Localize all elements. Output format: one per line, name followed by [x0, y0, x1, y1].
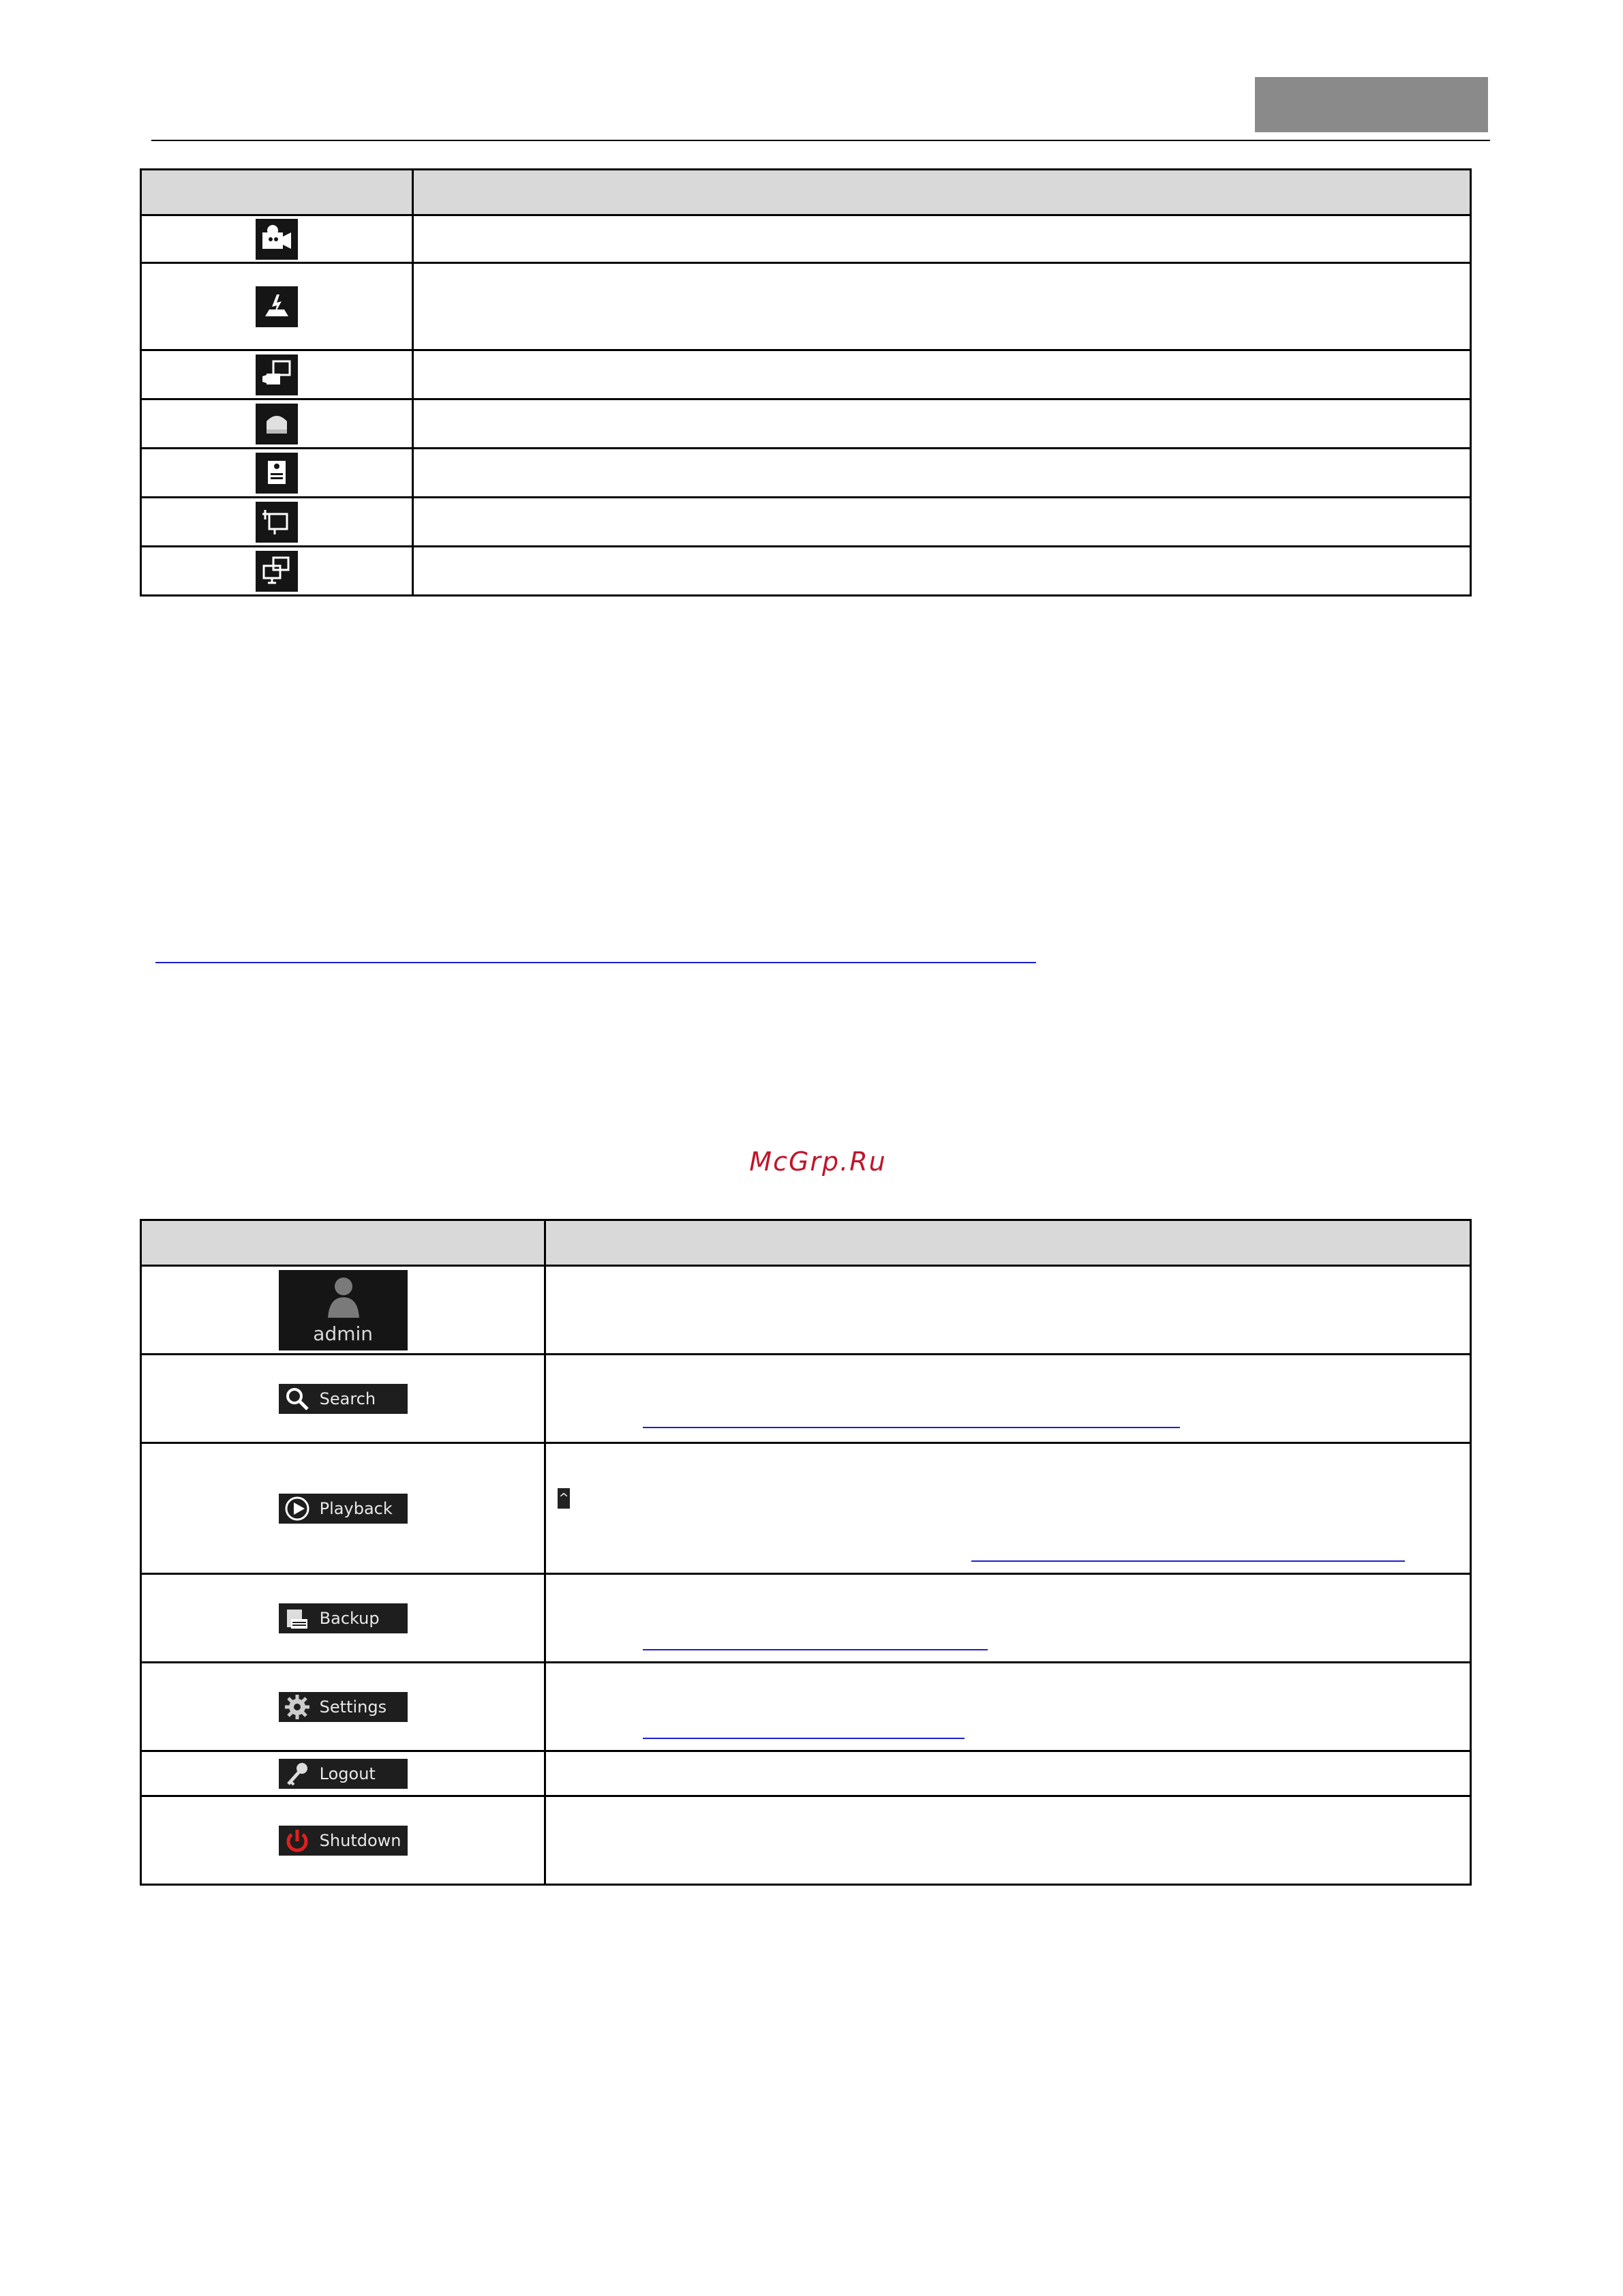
backup-section-link[interactable]	[643, 1649, 988, 1650]
table-row	[141, 498, 1471, 547]
icon-cell	[141, 350, 413, 399]
icon-cell	[141, 215, 413, 263]
icon-cell	[141, 1574, 545, 1663]
header-cell-description	[413, 170, 1471, 215]
description-cell	[545, 1751, 1471, 1796]
header-rule	[151, 140, 1490, 141]
icon-cell	[141, 449, 413, 498]
icon-cell	[141, 1796, 545, 1885]
search-button-label: Search	[319, 1389, 376, 1408]
description-cell	[413, 350, 1471, 399]
description-cell	[413, 399, 1471, 449]
description-cell	[413, 449, 1471, 498]
table-row	[141, 1266, 1471, 1355]
search-button[interactable]	[279, 1384, 408, 1414]
table-row	[141, 1796, 1471, 1885]
backup-button[interactable]	[279, 1603, 408, 1633]
logout-button-label: Logout	[319, 1764, 376, 1783]
description-cell	[413, 547, 1471, 596]
table-row	[141, 547, 1471, 596]
caret-marker: ^	[558, 1488, 570, 1509]
header-cell-icon	[141, 170, 413, 215]
hdd-error-icon	[256, 453, 298, 494]
alarm-input-icon	[256, 286, 298, 327]
table-row	[141, 399, 1471, 449]
alarm-camera-icon	[256, 219, 298, 260]
icon-cell	[141, 399, 413, 449]
backup-button-label: Backup	[319, 1608, 380, 1628]
description-cell	[413, 263, 1471, 350]
table-row	[141, 215, 1471, 263]
settings-button-label: Settings	[319, 1697, 387, 1717]
icon-cell	[141, 1663, 545, 1751]
icon-cell	[141, 547, 413, 596]
user-avatar-icon	[327, 1275, 361, 1319]
logout-button[interactable]	[279, 1759, 408, 1789]
playback-section-link[interactable]	[971, 1560, 1405, 1562]
cross-reference-link[interactable]	[155, 962, 1036, 963]
playback-button[interactable]	[279, 1494, 408, 1524]
playback-button-label: Playback	[319, 1498, 393, 1518]
icon-cell	[141, 1443, 545, 1574]
description-cell	[545, 1796, 1471, 1885]
table-row	[141, 263, 1471, 350]
icon-cell	[141, 1266, 545, 1355]
header-cell-description	[545, 1220, 1471, 1266]
hdd-icon	[256, 404, 298, 444]
icon-cell	[141, 498, 413, 547]
backup-icon	[283, 1604, 312, 1633]
table-row	[141, 1443, 1471, 1574]
power-icon	[283, 1826, 312, 1855]
icon-cell	[141, 1751, 545, 1796]
video-loss-icon	[256, 354, 298, 395]
network-disconnect-icon	[256, 502, 298, 543]
main-menu-table	[140, 1219, 1472, 1886]
table-row	[141, 1355, 1471, 1443]
user-tile[interactable]	[279, 1270, 408, 1350]
table-header-row	[141, 1220, 1471, 1266]
user-tile-label: admin	[313, 1322, 374, 1345]
header-cell-button	[141, 1220, 545, 1266]
table-header-row	[141, 170, 1471, 215]
key-icon	[283, 1759, 312, 1788]
description-cell	[545, 1355, 1471, 1443]
icon-cell	[141, 1355, 545, 1443]
shutdown-button-label: Shutdown	[319, 1830, 401, 1850]
description-cell	[545, 1266, 1471, 1355]
header-gray-box	[1255, 77, 1488, 132]
settings-section-link[interactable]	[643, 1738, 965, 1739]
description-cell	[545, 1443, 1471, 1574]
description-cell	[413, 498, 1471, 547]
table-row	[141, 449, 1471, 498]
table-row	[141, 350, 1471, 399]
table-row	[141, 1751, 1471, 1796]
gear-icon	[283, 1693, 312, 1721]
play-icon	[283, 1494, 312, 1523]
monitor-icon	[256, 551, 298, 592]
icon-cell	[141, 263, 413, 350]
search-icon	[283, 1385, 312, 1413]
settings-button[interactable]	[279, 1692, 408, 1722]
description-cell	[413, 215, 1471, 263]
status-icon-table	[140, 168, 1472, 596]
watermark: McGrp.Ru	[749, 1147, 887, 1177]
search-section-link[interactable]	[643, 1427, 1180, 1428]
shutdown-button[interactable]	[279, 1826, 408, 1856]
